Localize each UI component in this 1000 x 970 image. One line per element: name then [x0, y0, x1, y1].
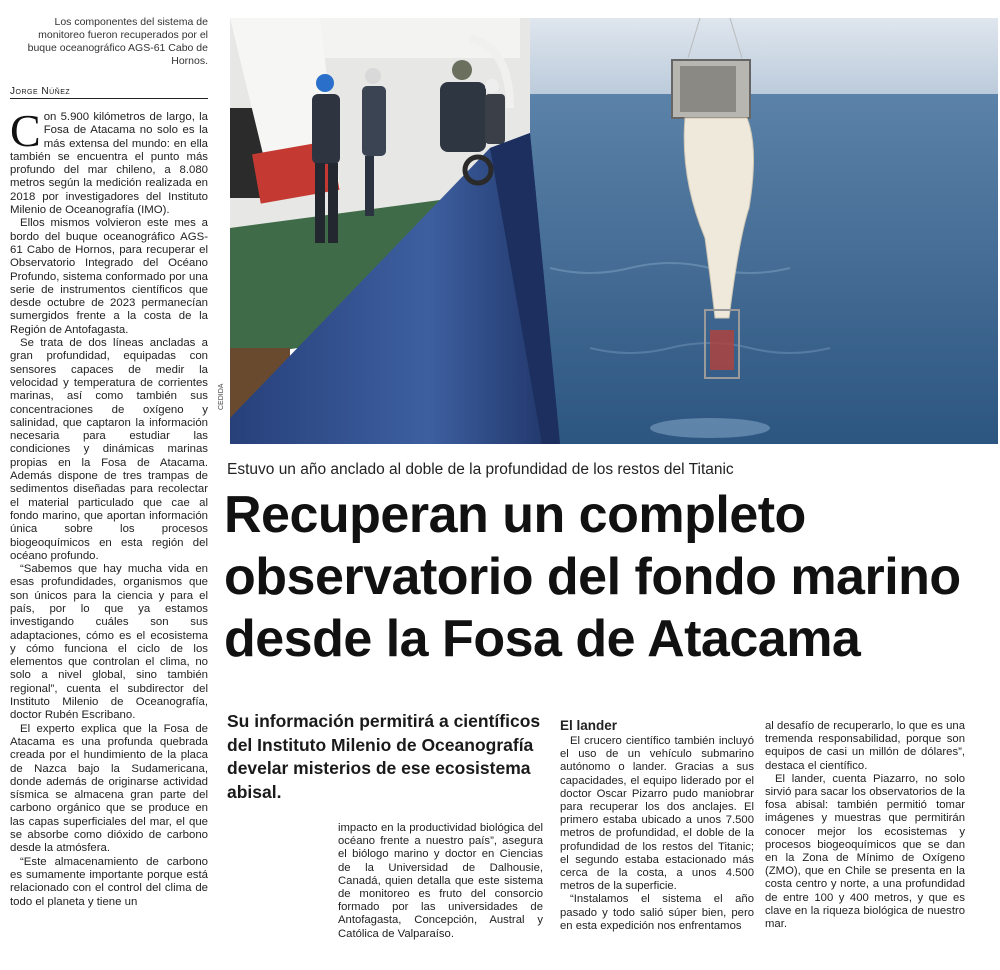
body-paragraph: “Este almacenamiento de carbono es sumamente importante porque está relacionado con el control del clima de todo el planeta y tiene un: [10, 855, 208, 908]
body-paragraph: Ellos mismos volvieron este mes a bordo del buque oceanográfico AGS-61 Cabo de Hornos, para recuperar el Observatorio Integrado del Océano Profundo, sistema conformado por una serie de instrumentos científicos que desde octubre de 2023 permanecían sumergidos frente a la costa de la Región de Antofagasta.: [10, 217, 208, 336]
body-paragraph: El experto explica que la Fosa de Atacama es una profunda quebrada creada por el hundimiento de la placa de Nazca bajo la Sudamericana, donde además de originarse actividad sísmica se almacena gran parte del carbono orgánico que se produce en las capas superficiales del mar, el que se absorbe como dióxido de carbono desde la atmósfera.: [10, 722, 208, 855]
sea: [520, 94, 998, 444]
body-paragraph: Se trata de dos líneas ancladas a gran profundidad, equipadas con sensores capaces de medir la velocidad y temperatura de corrientes marinas, así como también sus concentraciones de oxígeno y salinidad, que captaron la información necesaria para estudiar las condiciones y dinámicas marinas propias en la Fosa de Atacama. Además dispone de tres trampas de sedimentos diseñadas para recolectar el material particulado que cae al fondo marino, que aportan información única sobre los procesos biogeoquímicos en esta región del océano profundo.: [10, 337, 208, 562]
dropcap: C: [10, 111, 41, 156]
lead-paragraph: [10, 111, 208, 217]
column-4: [765, 720, 965, 960]
deck: Su información permitirá a científicos del Instituto Milenio de Oceanografía develar misterios de ese ecosistema abisal.: [227, 711, 541, 802]
body-paragraph: El lander, cuenta Piazarro, no solo sirvió para sacar los observatorios de la fosa abisal: también permitió tomar imágenes y muestras que permitirán conocer mejor los ecosistemas y procesos biogeoquímicos que se dan en la Zona de Mínimo de Oxígeno (ZMO), que en Chile se presenta en la costa centro y norte, a una profundidad de entre 100 y 400 metros, y que es clave en la riqueza biológica de nuestro mar.: [765, 772, 965, 931]
byline: Jorge Núñez: [10, 86, 208, 99]
article-photo: [230, 18, 998, 444]
lead-text: on 5.900 kilómetros de largo, la Fosa de Atacama no solo es la más extensa del mundo: en ella también se encuentra el punto más profundo del mar chileno, a 8.080 metros según la medición realizada en 2018 por investigadores del Instituto Milenio de Oceanografía (IMO).: [10, 111, 208, 217]
photo-credit: CEDIDA: [218, 383, 225, 410]
kicker: Estuvo un año anclado al doble de la profundidad de los restos del Titanic: [227, 461, 734, 478]
column-2: [338, 822, 543, 952]
body-paragraph: “Sabemos que hay mucha vida en esas profundidades, organismos que son únicos para la ciencia y para el país, por lo que ya estamos investigando cuáles son sus adaptaciones, cómo es el ecosistema y cómo funciona el ciclo de los elementos que controlan el clima, no solo a nivel global, sino también regional”, cuenta el subdirector del Instituto Milenio de Oceanografía, doctor Rubén Escribano.: [10, 563, 208, 722]
left-column: [10, 111, 208, 963]
body-paragraph: El crucero científico también incluyó el uso de un vehículo submarino autónomo o lander. Gracias a sus capacidades, el equipo liderado por el doctor Oscar Pizarro pudo maniobrar para recuperar los dos anclajes. El primero estaba ubicado a unos 7.500 metros de profundidad, el doble de la profundidad de los restos del Titanic; el segundo estaba estacionado más cerca de la costa, a unos 4.500 metros de la superficie.: [560, 735, 754, 893]
subhead: El lander: [560, 718, 618, 733]
photo-caption: Los componentes del sistema de monitoreo fueron recuperados por el buque oceanográfico AGS-61 Cabo de Hornos.: [27, 16, 208, 67]
body-paragraph: impacto en la productividad biológica del océano frente a nuestro país”, asegura el biólogo marino y doctor en Ciencias de la Universidad de Dalhousie, Canadá, quien detalla que este sistema de monitoreo es fruto del consorcio formado por las universidades de Antofagasta, Concepción, Austral y Católica de Valparaíso.: [338, 822, 543, 940]
column-3: [560, 718, 754, 958]
body-paragraph: al desafío de recuperarlo, lo que es una tremenda responsabilidad, porque son equipos de casi un millón de dólares”, destaca el científico.: [765, 720, 965, 772]
body-paragraph: “Instalamos el sistema el año pasado y todo salió súper bien, pero en esta expedición nos enfrentamos: [560, 893, 754, 932]
sky: [520, 18, 998, 100]
headline: Recuperan un completo observatorio del fondo marino desde la Fosa de Atacama: [224, 486, 961, 668]
